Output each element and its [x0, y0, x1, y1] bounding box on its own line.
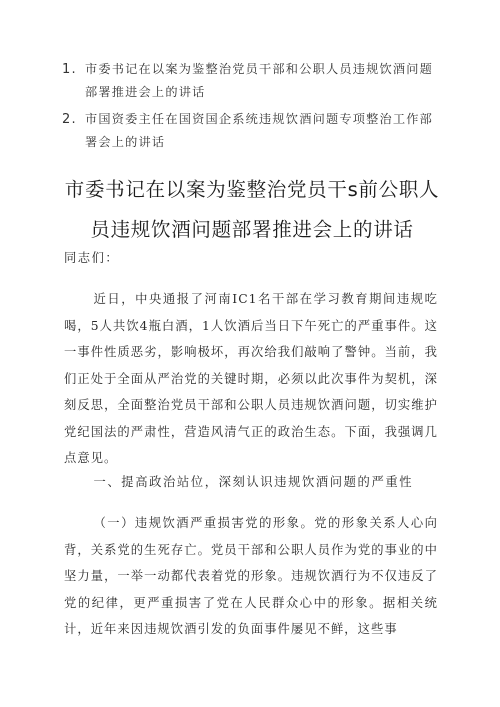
toc-item[interactable]	[62, 58, 442, 104]
body-paragraph: 近日，中央通报了河南IC1名干部在学习教育期间违规吃喝，5人共饮4瓶白酒，1人饮酒后当日下午死亡的严重事件。这一事件性质恶劣，影响极坏，再次给我们敲响了警钟。当前，我们正处于全面从严治党的关键时期，必须以此次事件为契机，深刻反思，全面整治党员干部和公职人员违规饮酒问题，切实维护党纪国法的严肃性，营造风清气正的政治生态。下面，我强调几点意见。	[64, 292, 438, 465]
toc-item[interactable]	[62, 108, 442, 154]
toc-item-text: 市委书记在以案为鉴整治党员干部和公职人员违规饮酒问题部署推进会上的讲话	[85, 62, 434, 99]
section-heading: 一、提高政治站位，深刻认识违规饮酒问题的严重性	[93, 475, 414, 489]
toc-item-text: 市国资委主任在国资国企系统违规饮酒问题专项整治工作部署会上的讲话	[85, 112, 434, 149]
speech-title: 市委书记在以案为鉴整治党员干s前公职人员违规饮酒问题部署推进会上的讲话	[64, 178, 440, 241]
table-of-contents	[62, 58, 442, 154]
toc-item-number: 2.	[62, 112, 77, 127]
body-paragraph: （一）违规饮酒严重损害党的形象。党的形象关系人心向背，关系党的生死存亡。党员干部和公职人员作为党的事业的中坚力量，一举一动都代表着党的形象。违规饮酒行为不仅违反了党的纪律，更严重损害了党在人民群众心中的形象。据相关统计，近年来因违规饮酒引发的负面事件屡见不鲜，这些事	[64, 516, 438, 636]
salutation: 同志们：	[64, 251, 120, 265]
toc-item-number: 1.	[62, 62, 77, 77]
